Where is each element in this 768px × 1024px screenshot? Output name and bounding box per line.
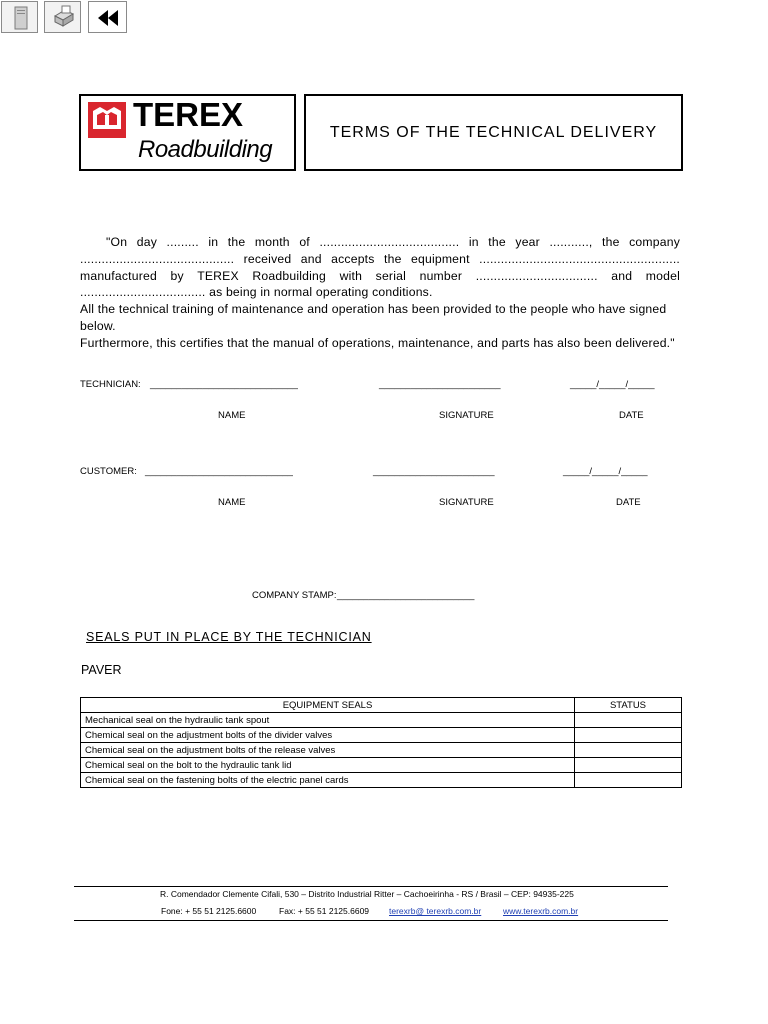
technician-name-field[interactable]: ____________________________ (150, 379, 298, 390)
seal-description: Mechanical seal on the hydraulic tank spout (81, 713, 575, 728)
delivery-statement (80, 234, 680, 352)
company-stamp-label: COMPANY STAMP: (252, 590, 337, 601)
footer-phone: Fone: + 55 51 2125.6600 (161, 906, 257, 916)
technician-date-field[interactable]: _____/_____/_____ (570, 379, 655, 390)
company-stamp-field[interactable]: __________________________ (337, 590, 475, 601)
statement-line: ........................................... received and accepts the equipment ........................................................ (80, 251, 680, 266)
paver-subtitle: PAVER (81, 663, 122, 677)
customer-signature-caption: SIGNATURE (439, 497, 494, 508)
table-row (81, 758, 682, 773)
seal-description: Chemical seal on the fastening bolts of the electric panel cards (81, 773, 575, 788)
column-header: STATUS (575, 698, 682, 713)
table-row (81, 728, 682, 743)
document-title: TERMS OF THE TECHNICAL DELIVERY (329, 123, 658, 141)
seals-section-title: SEALS PUT IN PLACE BY THE TECHNICIAN (86, 630, 372, 644)
statement-line: manufactured by TEREX Roadbuilding with serial number .................................. and model (80, 268, 680, 283)
seal-status-cell[interactable] (575, 713, 682, 728)
back-button[interactable] (88, 1, 127, 33)
terex-logo (79, 94, 296, 171)
footer-top-divider (74, 886, 668, 887)
statement-line: ................................... as being in normal operating conditions. (80, 285, 433, 300)
print-button[interactable] (44, 1, 81, 33)
footer-email-link[interactable]: terexrb@ terexrb.com.br (389, 906, 482, 916)
customer-label: CUSTOMER: (80, 466, 137, 477)
logo-brand-text: TEREX (133, 96, 244, 133)
printer-icon (45, 2, 82, 34)
footer-bottom-divider (74, 920, 668, 921)
seal-description: Chemical seal on the adjustment bolts of the release valves (81, 743, 575, 758)
document-title-box (304, 94, 683, 171)
customer-date-field[interactable]: _____/_____/_____ (563, 466, 648, 477)
seal-description: Chemical seal on the bolt to the hydraulic tank lid (81, 758, 575, 773)
statement-line: All the technical training of maintenance and operation has been provided to the people who have signed below. (80, 302, 667, 333)
logo-sub-text: Roadbuilding (138, 136, 273, 163)
seals-table (80, 697, 682, 788)
technician-date-caption: DATE (619, 410, 644, 421)
seal-status-cell[interactable] (575, 773, 682, 788)
footer-address: R. Comendador Clemente Cifali, 530 – Distrito Industrial Ritter – Cachoeirinha - RS / Brasil – CEP: 94935-225 (160, 889, 574, 899)
customer-name-field[interactable]: ____________________________ (145, 466, 293, 477)
table-header-row (81, 698, 682, 713)
technician-signature-caption: SIGNATURE (439, 410, 494, 421)
customer-name-caption: NAME (218, 497, 246, 508)
customer-date-caption: DATE (616, 497, 641, 508)
seal-description: Chemical seal on the adjustment bolts of the divider valves (81, 728, 575, 743)
footer-fax: Fax: + 55 51 2125.6609 (279, 906, 370, 916)
page-button[interactable] (1, 1, 38, 33)
seal-status-cell[interactable] (575, 758, 682, 773)
seal-status-cell[interactable] (575, 728, 682, 743)
footer-website-link[interactable]: www.terexrb.com.br (503, 906, 579, 916)
seal-status-cell[interactable] (575, 743, 682, 758)
page-icon (2, 2, 39, 34)
customer-signature-field[interactable]: _______________________ (373, 466, 495, 477)
statement-line: "On day ......... in the month of ....................................... in the year ..........., the company (106, 235, 680, 249)
technician-label: TECHNICIAN: (80, 379, 141, 390)
terex-emblem-icon (88, 102, 126, 138)
rewind-icon (89, 2, 128, 34)
table-row (81, 713, 682, 728)
table-row (81, 773, 682, 788)
column-header: EQUIPMENT SEALS (81, 698, 575, 713)
statement-line: Furthermore, this certifies that the manual of operations, maintenance, and parts has also been delivered." (80, 335, 675, 350)
technician-signature-field[interactable]: _______________________ (379, 379, 501, 390)
table-row (81, 743, 682, 758)
technician-name-caption: NAME (218, 410, 246, 421)
